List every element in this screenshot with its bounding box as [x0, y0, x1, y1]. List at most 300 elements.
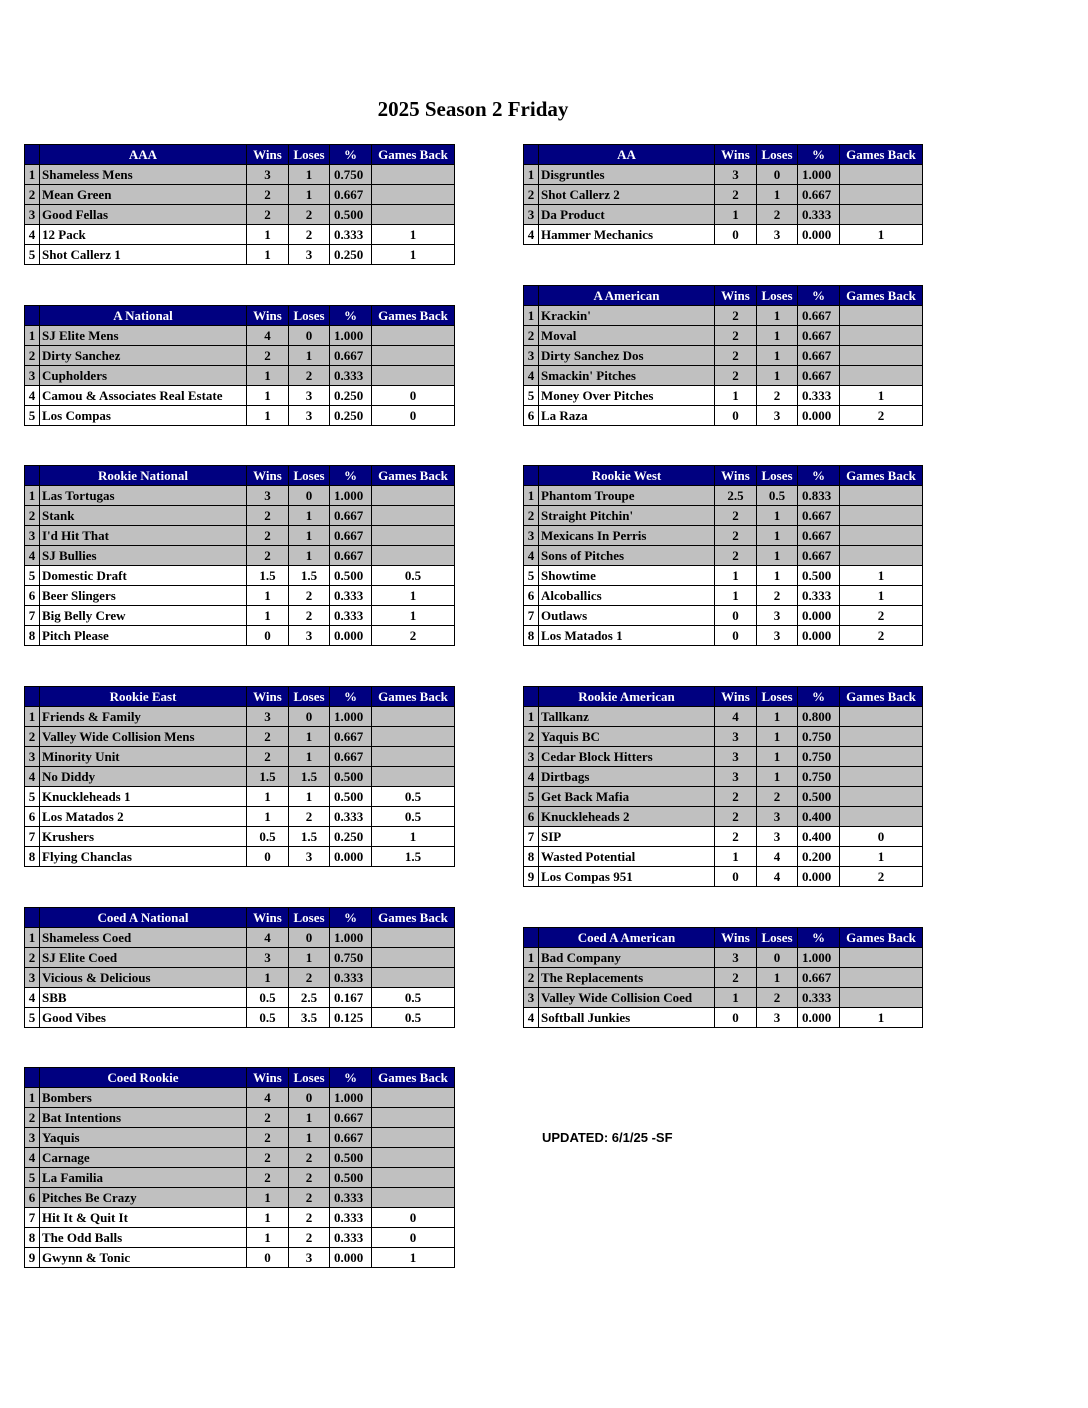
standings-table-rookie-national: [24, 465, 455, 646]
games-back: 1: [372, 1248, 455, 1268]
win-pct: 0.333: [330, 366, 372, 386]
win-pct: 0.750: [798, 767, 840, 787]
wins: 2: [247, 1168, 289, 1188]
wins: 0: [715, 867, 757, 887]
rank: 6: [25, 807, 40, 827]
team-name: Shot Callerz 1: [40, 245, 247, 265]
rank: 3: [25, 747, 40, 767]
table-row: [25, 1248, 455, 1268]
table-row: [25, 847, 455, 867]
wins: 2.5: [715, 486, 757, 506]
table-row: [25, 948, 455, 968]
wins: 0: [715, 1008, 757, 1028]
win-pct: 0.400: [798, 827, 840, 847]
loses-header: Loses: [757, 928, 798, 948]
rank: 8: [25, 626, 40, 646]
loses: 0: [289, 326, 330, 346]
rank: 6: [25, 1188, 40, 1208]
team-name: Sons of Pitches: [539, 546, 715, 566]
win-pct: 0.250: [330, 386, 372, 406]
games-back: [840, 988, 923, 1008]
games-back-header: Games Back: [840, 928, 923, 948]
loses: 2: [289, 1208, 330, 1228]
wins: 2: [247, 346, 289, 366]
loses: 1: [289, 1128, 330, 1148]
rank: 5: [524, 566, 539, 586]
rank: 3: [524, 346, 539, 366]
loses: 2: [289, 807, 330, 827]
team-name: Cupholders: [40, 366, 247, 386]
loses-header: Loses: [289, 306, 330, 326]
team-name: Good Fellas: [40, 205, 247, 225]
rank: 9: [25, 1248, 40, 1268]
win-pct: 0.333: [330, 225, 372, 245]
standings-table-coed-a-american: [523, 927, 923, 1028]
table-row: [524, 486, 923, 506]
loses: 3: [757, 827, 798, 847]
team-name: Los Compas 951: [539, 867, 715, 887]
games-back: [372, 185, 455, 205]
wins: 1: [247, 225, 289, 245]
rank: 3: [25, 968, 40, 988]
games-back: [372, 1148, 455, 1168]
games-back: 1: [372, 245, 455, 265]
rank-header: [25, 687, 40, 707]
loses: 2: [289, 606, 330, 626]
team-name: SJ Elite Coed: [40, 948, 247, 968]
loses: 3: [757, 406, 798, 426]
loses: 3: [757, 606, 798, 626]
table-row: [524, 1008, 923, 1028]
header-row: [25, 1068, 455, 1088]
games-back-header: Games Back: [840, 145, 923, 165]
rank-header: [25, 1068, 40, 1088]
wins: 2: [715, 546, 757, 566]
win-pct: 0.500: [330, 767, 372, 787]
wins: 1: [715, 586, 757, 606]
wins-header: Wins: [715, 145, 757, 165]
table-row: [25, 1228, 455, 1248]
win-pct: 0.667: [330, 185, 372, 205]
table-row: [25, 506, 455, 526]
games-back-header: Games Back: [372, 306, 455, 326]
rank: 3: [25, 205, 40, 225]
loses-header: Loses: [757, 466, 798, 486]
team-name: Flying Chanclas: [40, 847, 247, 867]
rank: 4: [25, 225, 40, 245]
wins: 0.5: [247, 1008, 289, 1028]
pct-header: %: [330, 145, 372, 165]
wins: 0: [715, 406, 757, 426]
rank: 4: [524, 225, 539, 245]
rank: 2: [524, 727, 539, 747]
win-pct: 0.667: [798, 506, 840, 526]
team-name: Valley Wide Collision Mens: [40, 727, 247, 747]
loses: 1: [289, 506, 330, 526]
wins: 1: [715, 988, 757, 1008]
division-name: AA: [539, 145, 715, 165]
loses: 1: [289, 747, 330, 767]
win-pct: 0.667: [330, 1108, 372, 1128]
win-pct: 0.667: [330, 506, 372, 526]
win-pct: 0.333: [330, 968, 372, 988]
games-back: 1.5: [372, 847, 455, 867]
rank: 5: [524, 787, 539, 807]
rank: 1: [25, 165, 40, 185]
loses: 2: [757, 386, 798, 406]
team-name: La Familia: [40, 1168, 247, 1188]
win-pct: 0.000: [798, 606, 840, 626]
standings-table-a-national: [24, 305, 455, 426]
games-back: [840, 807, 923, 827]
win-pct: 0.667: [798, 185, 840, 205]
win-pct: 0.250: [330, 245, 372, 265]
loses: 2: [757, 205, 798, 225]
team-name: No Diddy: [40, 767, 247, 787]
table-row: [25, 1088, 455, 1108]
games-back: [372, 506, 455, 526]
table-row: [524, 847, 923, 867]
loses: 1: [757, 526, 798, 546]
rank: 1: [25, 928, 40, 948]
win-pct: 0.750: [330, 948, 372, 968]
win-pct: 0.000: [798, 867, 840, 887]
loses: 2: [289, 225, 330, 245]
loses: 0: [289, 1088, 330, 1108]
loses-header: Loses: [289, 908, 330, 928]
rank: 2: [524, 968, 539, 988]
games-back: 1: [372, 225, 455, 245]
table-row: [25, 346, 455, 366]
games-back: 0.5: [372, 787, 455, 807]
win-pct: 0.333: [798, 205, 840, 225]
loses-header: Loses: [289, 466, 330, 486]
win-pct: 0.333: [330, 586, 372, 606]
win-pct: 0.333: [798, 386, 840, 406]
rank: 3: [524, 526, 539, 546]
loses: 0: [757, 165, 798, 185]
pct-header: %: [330, 466, 372, 486]
rank: 2: [25, 948, 40, 968]
standings-table-rookie-west: [523, 465, 923, 646]
games-back: [840, 707, 923, 727]
rank: 1: [524, 165, 539, 185]
standings-table-a-american: [523, 285, 923, 426]
games-back: [372, 727, 455, 747]
team-name: Outlaws: [539, 606, 715, 626]
games-back: [372, 747, 455, 767]
games-back: 1: [840, 1008, 923, 1028]
team-name: Yaquis BC: [539, 727, 715, 747]
wins: 2: [715, 346, 757, 366]
win-pct: 0.000: [798, 1008, 840, 1028]
rank: 6: [524, 586, 539, 606]
games-back: [840, 366, 923, 386]
team-name: Beer Slingers: [40, 586, 247, 606]
wins: 0: [715, 606, 757, 626]
wins: 1: [247, 606, 289, 626]
win-pct: 0.125: [330, 1008, 372, 1028]
games-back: 2: [840, 626, 923, 646]
team-name: Stank: [40, 506, 247, 526]
win-pct: 0.833: [798, 486, 840, 506]
rank: 4: [524, 366, 539, 386]
wins: 0: [247, 1248, 289, 1268]
team-name: Gwynn & Tonic: [40, 1248, 247, 1268]
wins: 0: [247, 847, 289, 867]
games-back: 1: [840, 386, 923, 406]
team-name: Softball Junkies: [539, 1008, 715, 1028]
team-name: Carnage: [40, 1148, 247, 1168]
pct-header: %: [330, 687, 372, 707]
table-row: [25, 626, 455, 646]
team-name: Knuckleheads 1: [40, 787, 247, 807]
pct-header: %: [798, 466, 840, 486]
wins: 3: [715, 165, 757, 185]
wins: 1: [247, 1228, 289, 1248]
wins: 2: [715, 787, 757, 807]
team-name: Get Back Mafia: [539, 787, 715, 807]
win-pct: 1.000: [330, 1088, 372, 1108]
table-row: [25, 807, 455, 827]
header-row: [25, 908, 455, 928]
team-name: Smackin' Pitches: [539, 366, 715, 386]
win-pct: 0.800: [798, 707, 840, 727]
rank: 1: [25, 707, 40, 727]
games-back: [372, 326, 455, 346]
win-pct: 0.333: [330, 807, 372, 827]
rank-header: [524, 687, 539, 707]
table-row: [25, 225, 455, 245]
wins: 1: [247, 1188, 289, 1208]
loses: 2: [289, 1228, 330, 1248]
loses-header: Loses: [757, 687, 798, 707]
loses: 1: [289, 185, 330, 205]
team-name: SIP: [539, 827, 715, 847]
team-name: Mexicans In Perris: [539, 526, 715, 546]
loses: 1: [289, 1108, 330, 1128]
loses: 0: [757, 948, 798, 968]
win-pct: 0.333: [798, 988, 840, 1008]
games-back-header: Games Back: [372, 908, 455, 928]
rank-header: [25, 908, 40, 928]
team-name: Shameless Coed: [40, 928, 247, 948]
loses: 1: [757, 326, 798, 346]
wins-header: Wins: [247, 466, 289, 486]
rank: 5: [524, 386, 539, 406]
win-pct: 0.000: [330, 626, 372, 646]
rank: 2: [25, 506, 40, 526]
win-pct: 1.000: [798, 948, 840, 968]
loses: 1: [757, 366, 798, 386]
games-back: [372, 928, 455, 948]
table-row: [524, 787, 923, 807]
win-pct: 0.250: [330, 406, 372, 426]
games-back-header: Games Back: [372, 466, 455, 486]
pct-header: %: [798, 928, 840, 948]
header-row: [25, 687, 455, 707]
header-row: [25, 466, 455, 486]
division-name: Rookie West: [539, 466, 715, 486]
loses: 2: [757, 787, 798, 807]
rank: 5: [25, 566, 40, 586]
loses: 1: [757, 185, 798, 205]
loses: 0: [289, 928, 330, 948]
wins: 1: [247, 807, 289, 827]
team-name: Krushers: [40, 827, 247, 847]
games-back: 0: [372, 386, 455, 406]
team-name: I'd Hit That: [40, 526, 247, 546]
wins: 2: [715, 306, 757, 326]
table-row: [25, 486, 455, 506]
rank: 1: [25, 326, 40, 346]
win-pct: 0.000: [330, 1248, 372, 1268]
wins: 0: [247, 626, 289, 646]
win-pct: 0.667: [798, 346, 840, 366]
loses: 2: [289, 1188, 330, 1208]
wins: 3: [247, 486, 289, 506]
games-back: 1: [840, 225, 923, 245]
wins-header: Wins: [247, 908, 289, 928]
rank: 2: [524, 185, 539, 205]
rank: 7: [524, 606, 539, 626]
table-row: [25, 386, 455, 406]
rank-header: [524, 466, 539, 486]
games-back: [840, 526, 923, 546]
win-pct: 0.750: [330, 165, 372, 185]
team-name: Bombers: [40, 1088, 247, 1108]
division-name: Coed A American: [539, 928, 715, 948]
games-back: [840, 346, 923, 366]
wins-header: Wins: [247, 1068, 289, 1088]
loses-header: Loses: [289, 1068, 330, 1088]
games-back-header: Games Back: [372, 145, 455, 165]
loses-header: Loses: [289, 687, 330, 707]
wins: 3: [247, 948, 289, 968]
team-name: Alcoballics: [539, 586, 715, 606]
games-back: 1: [840, 586, 923, 606]
wins-header: Wins: [247, 306, 289, 326]
games-back: [372, 366, 455, 386]
wins: 1: [247, 366, 289, 386]
win-pct: 0.667: [798, 366, 840, 386]
wins: 1.5: [247, 767, 289, 787]
rank: 2: [25, 727, 40, 747]
wins: 2: [247, 205, 289, 225]
games-back: 1: [372, 586, 455, 606]
rank: 3: [25, 1128, 40, 1148]
team-name: Big Belly Crew: [40, 606, 247, 626]
games-back: [372, 707, 455, 727]
table-row: [25, 566, 455, 586]
team-name: Camou & Associates Real Estate: [40, 386, 247, 406]
win-pct: 1.000: [330, 707, 372, 727]
loses: 3: [757, 1008, 798, 1028]
team-name: Cedar Block Hitters: [539, 747, 715, 767]
rank: 2: [25, 185, 40, 205]
table-row: [524, 205, 923, 225]
games-back: [840, 747, 923, 767]
page-title: 2025 Season 2 Friday: [377, 97, 569, 121]
games-back: [372, 968, 455, 988]
table-row: [25, 1008, 455, 1028]
loses: 2: [289, 205, 330, 225]
table-row: [524, 867, 923, 887]
win-pct: 0.667: [798, 526, 840, 546]
wins: 2: [715, 185, 757, 205]
rank: 4: [524, 1008, 539, 1028]
wins: 2: [715, 526, 757, 546]
win-pct: 0.667: [330, 346, 372, 366]
loses: 3: [289, 1248, 330, 1268]
win-pct: 0.500: [330, 1168, 372, 1188]
rank: 5: [25, 787, 40, 807]
table-row: [524, 326, 923, 346]
games-back: [840, 326, 923, 346]
rank: 3: [25, 526, 40, 546]
loses: 3: [757, 225, 798, 245]
team-name: Hit It & Quit It: [40, 1208, 247, 1228]
loses: 3: [289, 386, 330, 406]
header-row: [25, 145, 455, 165]
table-row: [25, 245, 455, 265]
table-row: [524, 546, 923, 566]
win-pct: 0.667: [330, 526, 372, 546]
loses: 2: [289, 968, 330, 988]
wins: 2: [247, 526, 289, 546]
games-back: 1: [840, 566, 923, 586]
loses: 1: [757, 546, 798, 566]
win-pct: 0.500: [798, 787, 840, 807]
loses-header: Loses: [289, 145, 330, 165]
wins: 2: [247, 506, 289, 526]
loses: 2: [289, 366, 330, 386]
wins: 2: [247, 1108, 289, 1128]
games-back: [372, 948, 455, 968]
table-row: [25, 185, 455, 205]
win-pct: 0.333: [798, 586, 840, 606]
table-row: [25, 526, 455, 546]
wins: 1: [247, 787, 289, 807]
team-name: Bat Intentions: [40, 1108, 247, 1128]
loses: 2.5: [289, 988, 330, 1008]
table-row: [25, 205, 455, 225]
win-pct: 1.000: [330, 326, 372, 346]
loses: 0: [289, 486, 330, 506]
rank: 5: [25, 1168, 40, 1188]
wins: 4: [247, 326, 289, 346]
games-back: 1: [372, 606, 455, 626]
rank: 2: [25, 346, 40, 366]
team-name: SBB: [40, 988, 247, 1008]
wins: 2: [715, 326, 757, 346]
table-row: [524, 586, 923, 606]
games-back: [372, 205, 455, 225]
team-name: Vicious & Delicious: [40, 968, 247, 988]
win-pct: 0.750: [798, 727, 840, 747]
rank: 1: [25, 1088, 40, 1108]
header-row: [524, 466, 923, 486]
rank: 1: [25, 486, 40, 506]
table-row: [524, 225, 923, 245]
wins: 2: [247, 727, 289, 747]
games-back: 0.5: [372, 988, 455, 1008]
table-row: [25, 326, 455, 346]
table-row: [25, 366, 455, 386]
table-row: [524, 988, 923, 1008]
wins: 1: [247, 586, 289, 606]
table-row: [524, 606, 923, 626]
